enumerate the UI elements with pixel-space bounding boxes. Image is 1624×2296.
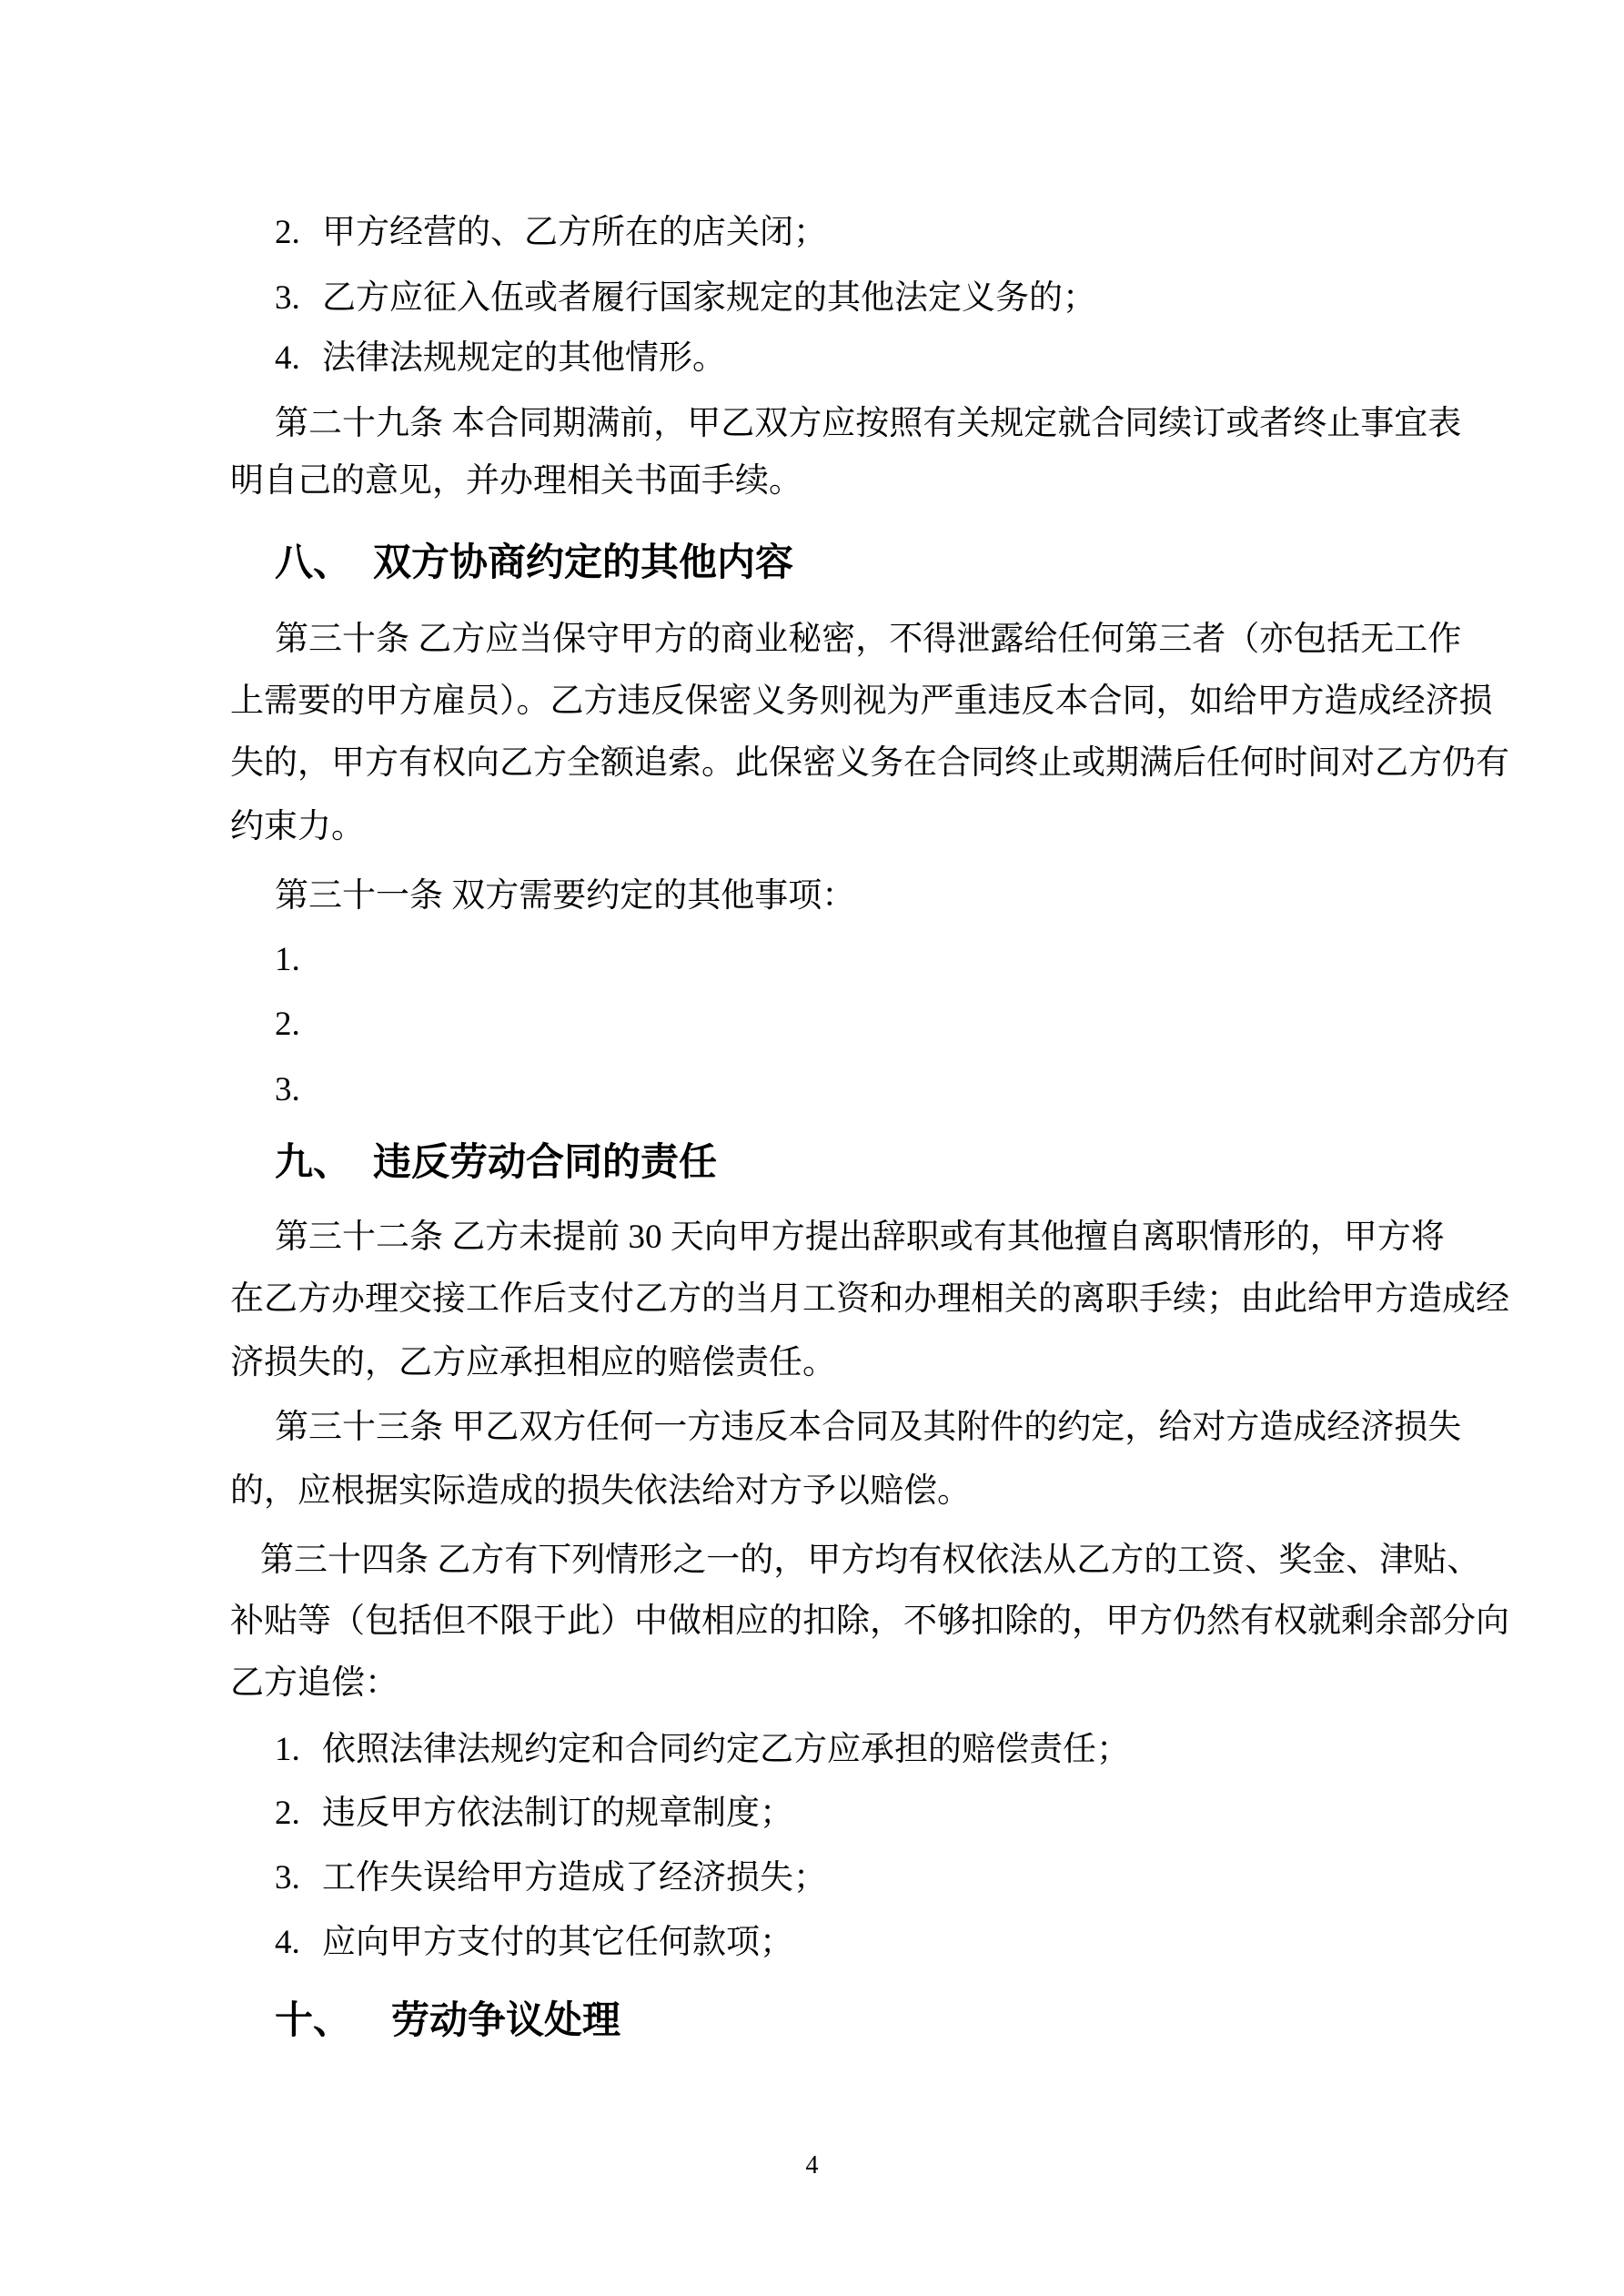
item-number: 2. bbox=[275, 214, 300, 251]
item-number: 3. bbox=[275, 1859, 300, 1896]
list-item bbox=[275, 1791, 793, 1836]
page-number: 4 bbox=[805, 2151, 819, 2180]
list-item bbox=[275, 1856, 827, 1901]
list-item bbox=[275, 336, 726, 381]
article-30-line: 第三十条 乙方应当保守甲方的商业秘密，不得泄露给任何第三者（亦包括无工作 bbox=[275, 621, 1462, 658]
article-32-line: 济损失的，乙方应承担相应的赔偿责任。 bbox=[230, 1344, 836, 1381]
item-text: 法律法规规定的其他情形。 bbox=[322, 339, 726, 377]
article-32-line: 第三十二条 乙方未提前 30 天向甲方提出辞职或有其他擅自离职情形的，甲方将 bbox=[275, 1219, 1445, 1256]
article-34-line: 乙方追偿： bbox=[230, 1664, 398, 1702]
section-heading-10: 十、 劳动争议处理 bbox=[275, 1998, 621, 2042]
item-text: 工作失误给甲方造成了经济损失； bbox=[322, 1859, 827, 1896]
item-text: 违反甲方依法制订的规章制度； bbox=[322, 1795, 793, 1832]
article-31: 第三十一条 双方需要约定的其他事项： bbox=[275, 877, 856, 915]
article-30-line: 上需要的甲方雇员）。乙方违反保密义务则视为严重违反本合同，如给甲方造成经济损 bbox=[230, 683, 1493, 720]
article-32-line: 在乙方办理交接工作后支付乙方的当月工资和办理相关的离职手续；由此给甲方造成经 bbox=[230, 1280, 1509, 1318]
item-text: 甲方经营的、乙方所在的店关闭； bbox=[322, 214, 827, 251]
item-text: 乙方应征入伍或者履行国家规定的其他法定义务的； bbox=[322, 279, 1096, 317]
article-34-line: 第三十四条 乙方有下列情形之一的，甲方均有权依法从乙方的工资、奖金、津贴、 bbox=[260, 1542, 1481, 1579]
list-item-number: 3. bbox=[275, 1071, 300, 1108]
article-29-line: 第二十九条 本合同期满前，甲乙双方应按照有关规定就合同续订或者终止事宜表 bbox=[275, 405, 1462, 442]
item-number: 4. bbox=[275, 339, 300, 377]
list-item bbox=[275, 276, 1096, 321]
item-number: 2. bbox=[275, 1795, 300, 1832]
item-text: 依照法律法规约定和合同约定乙方应承担的赔偿责任； bbox=[322, 1731, 1130, 1768]
list-item bbox=[275, 1920, 793, 1966]
section-heading-8: 八、 双方协商约定的其他内容 bbox=[275, 540, 794, 584]
list-item-number: 1. bbox=[275, 941, 300, 978]
item-text: 应向甲方支付的其它任何款项； bbox=[322, 1924, 793, 1961]
list-item-number: 2. bbox=[275, 1006, 300, 1043]
article-30-line: 约束力。 bbox=[230, 808, 365, 845]
list-item bbox=[275, 210, 827, 256]
list-item bbox=[275, 1727, 1130, 1773]
article-29-line: 明自己的意见，并办理相关书面手续。 bbox=[230, 462, 802, 500]
article-34-line: 补贴等（包括但不限于此）中做相应的扣除，不够扣除的，甲方仍然有权就剩余部分向 bbox=[230, 1603, 1509, 1640]
article-33-line: 第三十三条 甲乙双方任何一方违反本合同及其附件的约定，给对方造成经济损失 bbox=[275, 1409, 1462, 1446]
article-30-line: 失的，甲方有权向乙方全额追索。此保密义务在合同终止或期满后任何时间对乙方仍有 bbox=[230, 744, 1509, 782]
item-number: 4. bbox=[275, 1924, 300, 1961]
item-number: 3. bbox=[275, 279, 300, 317]
section-heading-9: 九、 违反劳动合同的责任 bbox=[275, 1139, 718, 1184]
article-33-line: 的，应根据实际造成的损失依法给对方予以赔偿。 bbox=[230, 1472, 971, 1510]
item-number: 1. bbox=[275, 1731, 300, 1768]
